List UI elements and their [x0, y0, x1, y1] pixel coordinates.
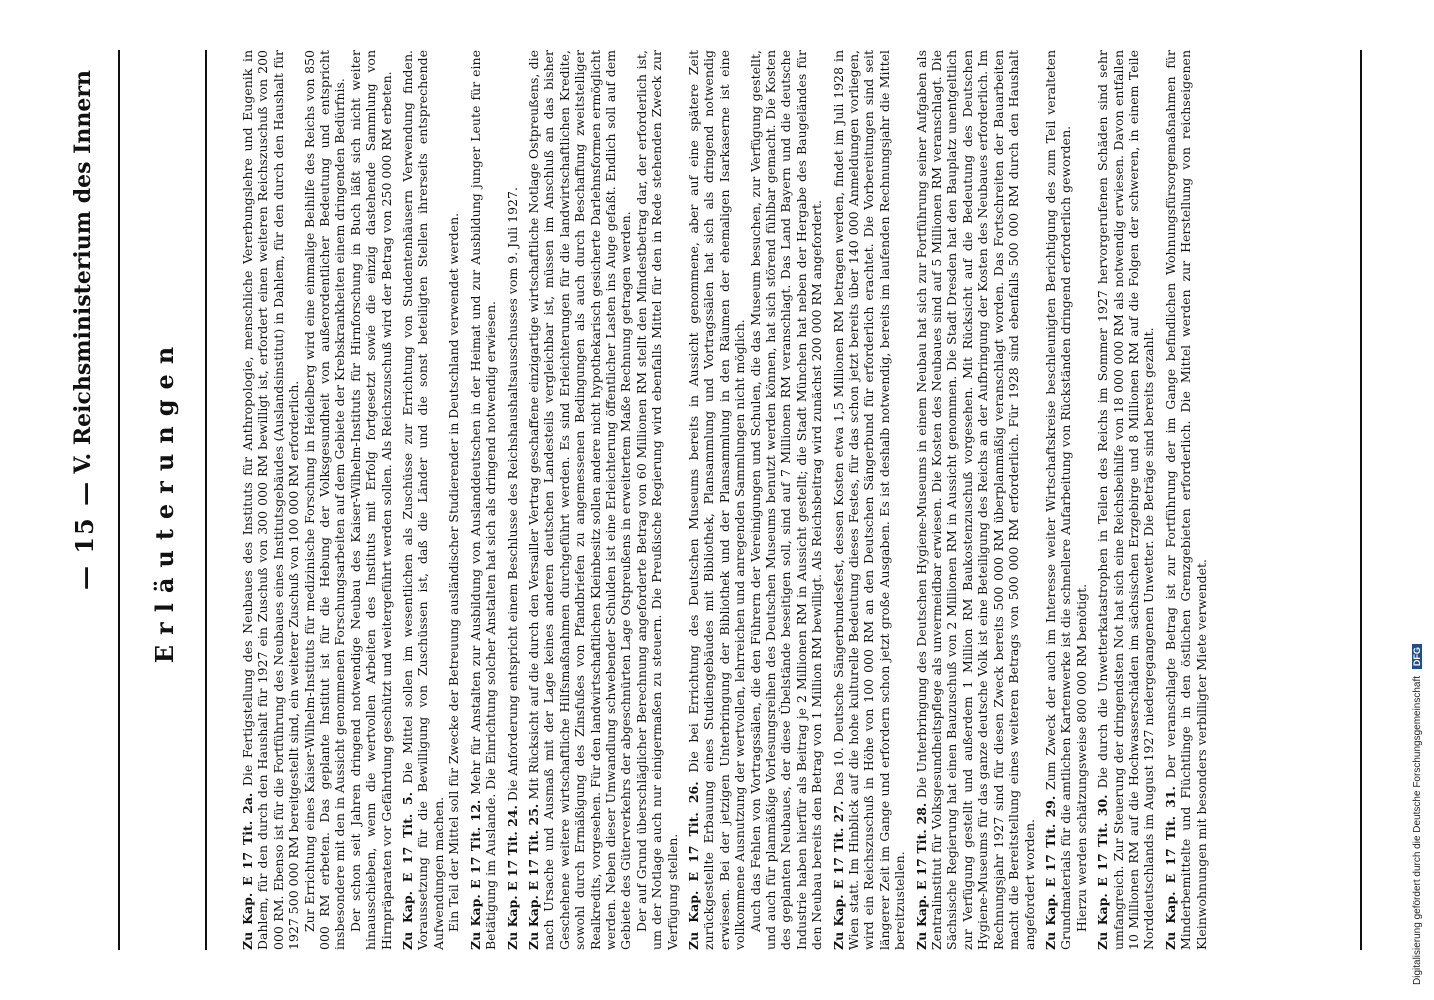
- entry-text: Mit Rücksicht auf die durch den Versailler Vertrag geschaffene einzigartige wirtschaftliche Notlage Ostpreußens, die nach Ursache und Ausmaß mit der Lage keines anderen deutschen Landesteils vergleichbar ist, müssen im Anschluß an das bisher Geschehene weitere wirtschaftliche Hilfsmaßnahmen durchgeführt werden. Es sind Erleichterungen für die landwirtschaftlichen Kredite, sowohl durch Ermäßigung des Zinsfußes von Pfandbriefen zu angemessenen Bedingungen als auch durch Beschaffung zweitstelliger Realkredits, vorgesehen. Für den landwirtschaftlichen Kleinbesitz sollen andere nicht hypothekarisch gesicherte Darlehnsformen ermöglicht werden. Neben dieser Umwandlung schwebender Schulden ist eine Erleichterung öffentlicher Lasten ins Auge gefaßt. Endlich soll auf dem Gebiete des Güterverkehrs der abgeschnürten Lage Ostpreußens in erweitertem Maße Rechnung getragen werden.: [525, 49, 634, 950]
- entry-reference: Zu Kap. E 17 Tit. 12.: [467, 799, 483, 950]
- entry-paragraph: [914, 50, 1037, 950]
- bottom-rule: [1360, 50, 1362, 950]
- entry-reference: Zu Kap. E 17 Tit. 26.: [685, 781, 701, 950]
- entry-paragraph: [240, 50, 302, 950]
- dfg-logo: DFG: [1412, 644, 1422, 669]
- entry-paragraph: [446, 50, 461, 950]
- entry-text: Auch das Fehlen von Vortragssälen, die den Führern der Vereinigungen und Schulen, die das Museum besuchen, zur Verfügung gestellt, und auch für planmäßige Vorlesungsreihen des Deutschen Museums benutzt werden können, hat sich störend fühlbar gemacht. Die Kosten des geplanten Neubaues, der diese Übelstände beseitigen soll, sind auf 7 Millionen RM veranschlagt. Das Land Bayern und die deutsche Industrie haben hierfür als Beitrag je 2 Millionen RM in Aussicht gestellt; die Stadt München hat neben der Hergabe des Baugeländes für den Neubau bereits den Betrag von 1 Million RM bewilligt. Als Reichsbeitrag wird zunächst 200 000 RM angefordert.: [747, 50, 825, 950]
- entry-paragraph: [348, 50, 394, 950]
- explanation-entry: [468, 50, 499, 950]
- running-head: [50, 70, 110, 930]
- entry-reference: Zu Kap. E 17 Tit. 2a.: [240, 792, 255, 950]
- upper-rule: [205, 50, 207, 950]
- page-number: — 15 —: [70, 479, 99, 590]
- entry-paragraph: [686, 50, 748, 950]
- entry-paragraph: [1095, 50, 1157, 950]
- rotated-page: [20, 30, 1410, 970]
- top-rule: [118, 50, 120, 950]
- digitization-text: Digitalisierung gefördert durch die Deutsche Forschungsgemeinschaft: [1412, 675, 1423, 985]
- entry-paragraph: [748, 50, 825, 950]
- explanation-entry: [1095, 50, 1157, 950]
- entry-text: Hierzu werden schätzungsweise 800 000 RM benötigt.: [1073, 583, 1089, 932]
- explanation-entry: [526, 50, 680, 950]
- entry-paragraph: [1043, 50, 1074, 950]
- entry-text: Die Fertigstellung des Neubaues des Instituts für Anthropologie, menschliche Vererbungslehre und Eugenik in Dahlem, für den durch den Haushalt für 1927 ein Zuschuß von 300 000 RM bewilligt ist, erfordert einen weiteren Reichszuschuß von 200 000 RM. Ebenso ist für die Fortführung des Neubaues eines Institutsgebäudes (Auslandsinstitut) in Dahlem, für den durch den Haushalt für 1927 500 000 RM bereitgestellt sind, ein weiterer Zuschuß von 100 000 RM erforderlich.: [240, 50, 302, 950]
- explanation-entry: [400, 50, 462, 950]
- explanation-entry: [686, 50, 825, 950]
- page-content: [20, 30, 1410, 970]
- entry-reference: Zu Kap. E 17 Tit. 27.: [830, 800, 846, 950]
- explanation-entry: [914, 50, 1037, 950]
- entry-paragraph: [526, 50, 634, 950]
- entry-paragraph: [468, 50, 499, 950]
- entry-text: Der veranschlagte Betrag ist zur Fortführung der im Gange befindlichen Wohnungsfürsorgemaßnahmen für Minderbemittelte und Flüchtlinge in den östlichen Grenzgebieten erforderlich. Die Mittel werden zur Herstellung von reichseigenen Kleinwohnungen mit besonders verbilligter Miete verwendet.: [1162, 50, 1209, 950]
- ministry-title: V. Reichsministerium des Innern: [70, 70, 96, 474]
- entry-text: Der schon seit Jahren dringend notwendige Neubau des Kaiser-Wilhelm-Instituts für Hirnforschung in Buch läßt sich nicht weiter hinausschieben, wenn die wertvollen Arbeiten des Instituts mit Erfolg fortgesetzt sowie die einzig dastehende Sammlung von Hirnpräparaten vor Gefährdung geschützt und weitergeführt werden sollen. Als Reichszuschuß wird der Betrag von 250 000 RM erbeten.: [347, 50, 394, 950]
- entry-paragraph: [1163, 50, 1209, 950]
- entry-paragraph: [831, 50, 908, 950]
- entry-paragraph: [505, 50, 520, 950]
- explanation-entry: [1163, 50, 1209, 950]
- explanations-list: [240, 50, 1330, 950]
- entry-text: Zum Zweck der auch im Interesse weiter Wirtschaftskreise beschleunigten Berichtigung des zum Teil veralteten Grundmaterials für die amtlichen Kartenwerke ist die schnellere Aufarbeitung von Rückständen dringend erforderlich geworden.: [1042, 50, 1074, 950]
- entry-reference: Zu Kap. E 17 Tit. 29.: [1042, 795, 1058, 950]
- entry-text: Die durch die Unwetterkatastrophen in Teilen des Reichs im Sommer 1927 hervorgerufenen Schäden sind sehr umfangreich. Zur Steuerung der dringendsten Not hat sich eine Reichsbeihilfe von 18 000 000 RM als notwendig erwiesen. Davon entfallen 10 Millionen RM auf die Hochwasserschäden im sächsischen Erzgebirge und 8 Millionen RM auf die Folgen der schweren, in einem Teile Norddeutschlands im August 1927 niedergegangenen Unwetter. Die Beträge sind bereits gezahlt.: [1095, 50, 1157, 950]
- entry-text: Ein Teil der Mittel soll für Zwecke der Betreuung ausländischer Studierender in Deutschland verwendet werden.: [446, 212, 462, 932]
- explanation-entry: [831, 50, 908, 950]
- entry-text: Die Mittel sollen im wesentlichen als Zuschüsse zur Errichtung von Studentenhäusern Verwendung finden. Voraussetzung für die Bewilligung von Zuschüssen ist, daß die Länder und die sonst beteiligten Stellen ihrerseits entsprechende Aufwendungen machen.: [400, 50, 446, 950]
- entry-reference: Zu Kap. E 17 Tit. 28.: [913, 802, 929, 950]
- entry-text: Zur Errichtung eines Kaiser-Wilhelm-Instituts für medizinische Forschung in Heidelberg wird eine einmalige Beihilfe des Reichs von 850 000 RM erbeten. Das geplante Institut ist für die Hebung der Volksgesundheit von außerordentlicher Bedeutung und entspricht insbesondere mit den in Aussicht genommenen Forschungsarbeiten auf dem Gebiete der Krebskrankheiten einem dringenden Bedürfnis.: [301, 50, 348, 950]
- entry-text: Mehr für Anstalten zur Ausbildung von Auslanddeutschen in der Heimat und zur Ausbildung junger Leute für eine Betätigung im Auslande. Die Einrichtung solcher Anstalten hat sich als dringend notwendig erwiesen.: [467, 49, 499, 950]
- entry-text: Die bei Errichtung des Deutschen Museums bereits in Aussicht genommene, aber auf eine spätere Zeit zurückgestellte Erbauung eines Studiengebäudes mit Bibliothek, Plansammlung und Vortragssälen hat sich als dringend notwendig erwiesen. Bei der jetzigen Unterbringung der Bibliothek und der Plansammlung in den Räumen der ehemaligen Isarkaserne ist eine vollkommene Ausnutzung der wertvollen, lehrreichen und anregenden Sammlungen nicht möglich.: [685, 50, 748, 950]
- explanation-entry: [505, 50, 520, 950]
- entry-reference: Zu Kap. E 17 Tit. 31.: [1162, 786, 1178, 950]
- entry-reference: Zu Kap. E 17 Tit. 25.: [525, 803, 541, 950]
- section-heading: Erläuterungen: [150, 336, 179, 664]
- entry-text: Der auf Grund überschläglicher Berechnung angeforderte Betrag von 60 Millionen RM stellt den Mindestbetrag dar, der erforderlich ist, um der Notlage auch nur einigermaßen zu steuern. Die Preußische Regierung wird ebenfalls Mittel für den in Rede stehenden Zweck zur Verfügung stellen.: [633, 50, 680, 950]
- digitization-note: [1412, 5, 1423, 985]
- entry-paragraph: [302, 50, 348, 950]
- explanation-entry: [1043, 50, 1089, 950]
- entry-text: Das 10. Deutsche Sängerbundesfest, dessen Kosten etwa 1,5 Millionen RM betragen werden, findet im Juli 1928 in Wien statt. Im Hinblick auf die hohe kulturelle Bedeutung dieses Festes, für das schon jetzt bereits über 140 000 Anmeldungen vorliegen, wird ein Reichszuschuß in Höhe von 100 000 RM an den Deutschen Sängerbund für erforderlich erachtet. Die Vorbereitungen sind seit längerer Zeit im Gange und erfordern schon jetzt große Ausgaben. Es ist deshalb notwendig, bereits im laufenden Rechnungsjahr die Mittel bereitzustellen.: [830, 50, 908, 950]
- entry-paragraph: [400, 50, 446, 950]
- entry-paragraph: [1074, 50, 1089, 950]
- entry-text: Die Anforderung entspricht einem Beschlusse des Reichshaushaltsausschusses vom 9. Juli 1927.: [504, 187, 520, 802]
- explanation-entry: [240, 50, 394, 950]
- entry-reference: Zu Kap. E 17 Tit. 30.: [1095, 794, 1111, 950]
- entry-text: Die Unterbringung des Deutschen Hygiene-Museums in einem Neubau hat sich zur Fortführung seiner Aufgaben als Zentralinstitut für Volksgesundheitspflege als unvermeidbar erwiesen. Die Kosten des Neubaues sind auf 5 Millionen RM veranschlagt. Die Sächsische Regierung hat einen Bauzuschuß von 2 Millionen RM in Aussicht genommen. Die Stadt Dresden hat den Bauplatz unentgeltlich zur Verfügung gestellt und außerdem 1 Million RM Baukostenzuschuß vorgesehen. Mit Rücksicht auf die Bedeutung des Deutschen Hygiene-Museums für das ganze deutsche Volk ist eine Beteiligung des Reichs an der Aufbringung der Kosten des Neubaues erforderlich. Im Rechnungsjahr 1927 sind für diesen Zweck bereits 500 000 RM überplanmäßig veranschlagt worden. Das Fortschreiten der Bauarbeiten macht die Bereitstellung eines weiteren Betrags von 500 000 RM erforderlich. Für 1928 sind ebenfalls 500 000 RM durch den Haushalt angefordert worden.: [913, 50, 1037, 950]
- entry-reference: Zu Kap. E 17 Tit. 5.: [400, 791, 416, 950]
- entry-reference: Zu Kap. E 17 Tit. 24.: [504, 805, 520, 950]
- entry-paragraph: [634, 50, 680, 950]
